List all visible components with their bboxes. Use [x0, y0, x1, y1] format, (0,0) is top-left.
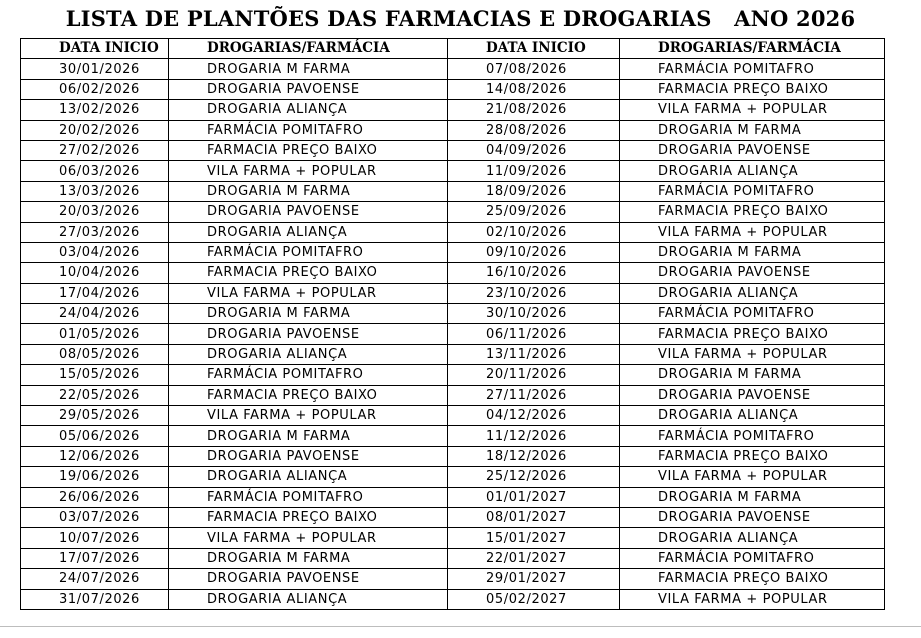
- start-date-cell: 20/11/2026: [448, 365, 620, 385]
- table-row: [21, 446, 885, 466]
- start-date-cell: 30/10/2026: [448, 304, 620, 324]
- table-row: [21, 426, 885, 446]
- pharmacy-cell: VILA FARMA + POPULAR: [620, 589, 885, 609]
- pharmacy-cell: VILA FARMA + POPULAR: [169, 406, 448, 426]
- start-date-cell: 13/02/2026: [21, 100, 169, 120]
- pharmacy-cell: DROGARIA M FARMA: [620, 242, 885, 262]
- header-start-date-1: DATA INICIO: [21, 39, 169, 59]
- start-date-cell: 31/07/2026: [21, 589, 169, 609]
- start-date-cell: 10/04/2026: [21, 263, 169, 283]
- table-row: [21, 365, 885, 385]
- start-date-cell: 18/12/2026: [448, 446, 620, 466]
- pharmacy-cell: DROGARIA PAVOENSE: [169, 79, 448, 99]
- start-date-cell: 13/03/2026: [21, 181, 169, 201]
- pharmacy-cell: DROGARIA M FARMA: [169, 59, 448, 79]
- pharmacy-cell: FARMACIA PREÇO BAIXO: [169, 140, 448, 160]
- start-date-cell: 14/08/2026: [448, 79, 620, 99]
- start-date-cell: 03/04/2026: [21, 242, 169, 262]
- start-date-cell: 23/10/2026: [448, 283, 620, 303]
- pharmacy-cell: FARMACIA PREÇO BAIXO: [620, 446, 885, 466]
- header-start-date-2: DATA INICIO: [448, 39, 620, 59]
- pharmacy-cell: DROGARIA M FARMA: [169, 548, 448, 568]
- pharmacy-cell: DROGARIA ALIANÇA: [620, 528, 885, 548]
- pharmacy-cell: FARMÁCIA POMITAFRO: [169, 242, 448, 262]
- start-date-cell: 27/03/2026: [21, 222, 169, 242]
- table-row: [21, 79, 885, 99]
- start-date-cell: 13/11/2026: [448, 344, 620, 364]
- pharmacy-cell: DROGARIA ALIANÇA: [620, 406, 885, 426]
- start-date-cell: 16/10/2026: [448, 263, 620, 283]
- pharmacy-cell: VILA FARMA + POPULAR: [620, 100, 885, 120]
- table-row: [21, 283, 885, 303]
- table-row: [21, 59, 885, 79]
- table-row: [21, 528, 885, 548]
- start-date-cell: 27/02/2026: [21, 140, 169, 160]
- pharmacy-cell: FARMACIA PREÇO BAIXO: [620, 569, 885, 589]
- start-date-cell: 20/02/2026: [21, 120, 169, 140]
- table-row: [21, 569, 885, 589]
- pharmacy-cell: DROGARIA ALIANÇA: [169, 344, 448, 364]
- pharmacy-cell: DROGARIA ALIANÇA: [169, 589, 448, 609]
- pharmacy-cell: DROGARIA M FARMA: [169, 304, 448, 324]
- page-bottom-divider: [0, 626, 921, 627]
- pharmacy-cell: DROGARIA ALIANÇA: [620, 283, 885, 303]
- table-row: [21, 202, 885, 222]
- table-body: [21, 59, 885, 610]
- table-row: [21, 100, 885, 120]
- start-date-cell: 18/09/2026: [448, 181, 620, 201]
- start-date-cell: 19/06/2026: [21, 467, 169, 487]
- pharmacy-cell: DROGARIA PAVOENSE: [620, 263, 885, 283]
- pharmacy-cell: DROGARIA M FARMA: [620, 365, 885, 385]
- pharmacy-cell: DROGARIA PAVOENSE: [620, 507, 885, 527]
- start-date-cell: 01/05/2026: [21, 324, 169, 344]
- start-date-cell: 17/04/2026: [21, 283, 169, 303]
- table-header-row: [21, 39, 885, 59]
- pharmacy-cell: DROGARIA PAVOENSE: [169, 202, 448, 222]
- pharmacy-cell: VILA FARMA + POPULAR: [169, 283, 448, 303]
- table-row: [21, 324, 885, 344]
- table-row: [21, 222, 885, 242]
- page-title: LISTA DE PLANTÕES DAS FARMACIAS E DROGARIAS ANO 2026: [65, 6, 856, 31]
- table-row: [21, 140, 885, 160]
- start-date-cell: 20/03/2026: [21, 202, 169, 222]
- start-date-cell: 28/08/2026: [448, 120, 620, 140]
- pharmacy-cell: FARMÁCIA POMITAFRO: [620, 59, 885, 79]
- start-date-cell: 06/11/2026: [448, 324, 620, 344]
- pharmacy-cell: FARMÁCIA POMITAFRO: [169, 120, 448, 140]
- pharmacy-cell: FARMACIA PREÇO BAIXO: [169, 263, 448, 283]
- table-row: [21, 589, 885, 609]
- start-date-cell: 03/07/2026: [21, 507, 169, 527]
- pharmacy-cell: DROGARIA ALIANÇA: [169, 100, 448, 120]
- start-date-cell: 22/01/2027: [448, 548, 620, 568]
- start-date-cell: 11/09/2026: [448, 161, 620, 181]
- table-row: [21, 385, 885, 405]
- start-date-cell: 10/07/2026: [21, 528, 169, 548]
- start-date-cell: 01/01/2027: [448, 487, 620, 507]
- start-date-cell: 12/06/2026: [21, 446, 169, 466]
- start-date-cell: 29/05/2026: [21, 406, 169, 426]
- pharmacy-cell: FARMÁCIA POMITAFRO: [169, 365, 448, 385]
- table-row: [21, 304, 885, 324]
- start-date-cell: 15/01/2027: [448, 528, 620, 548]
- start-date-cell: 22/05/2026: [21, 385, 169, 405]
- table-row: [21, 548, 885, 568]
- start-date-cell: 08/01/2027: [448, 507, 620, 527]
- table-row: [21, 406, 885, 426]
- pharmacy-cell: DROGARIA PAVOENSE: [620, 140, 885, 160]
- pharmacy-cell: DROGARIA M FARMA: [620, 487, 885, 507]
- start-date-cell: 08/05/2026: [21, 344, 169, 364]
- pharmacy-cell: FARMACIA PREÇO BAIXO: [620, 324, 885, 344]
- start-date-cell: 09/10/2026: [448, 242, 620, 262]
- pharmacy-cell: DROGARIA PAVOENSE: [620, 385, 885, 405]
- start-date-cell: 25/12/2026: [448, 467, 620, 487]
- pharmacy-cell: FARMACIA PREÇO BAIXO: [620, 79, 885, 99]
- start-date-cell: 24/07/2026: [21, 569, 169, 589]
- table-row: [21, 242, 885, 262]
- table-row: [21, 263, 885, 283]
- pharmacy-cell: DROGARIA ALIANÇA: [620, 161, 885, 181]
- start-date-cell: 17/07/2026: [21, 548, 169, 568]
- pharmacy-cell: FARMACIA PREÇO BAIXO: [620, 202, 885, 222]
- start-date-cell: 29/01/2027: [448, 569, 620, 589]
- pharmacy-cell: FARMÁCIA POMITAFRO: [620, 181, 885, 201]
- start-date-cell: 06/02/2026: [21, 79, 169, 99]
- pharmacy-cell: FARMÁCIA POMITAFRO: [169, 487, 448, 507]
- table-row: [21, 344, 885, 364]
- pharmacy-cell: DROGARIA M FARMA: [169, 181, 448, 201]
- pharmacy-cell: DROGARIA ALIANÇA: [169, 467, 448, 487]
- table-row: [21, 487, 885, 507]
- pharmacy-cell: VILA FARMA + POPULAR: [620, 344, 885, 364]
- pharmacy-cell: DROGARIA PAVOENSE: [169, 446, 448, 466]
- table-row: [21, 507, 885, 527]
- table-row: [21, 181, 885, 201]
- start-date-cell: 05/02/2027: [448, 589, 620, 609]
- start-date-cell: 04/09/2026: [448, 140, 620, 160]
- pharmacy-cell: FARMÁCIA POMITAFRO: [620, 426, 885, 446]
- start-date-cell: 24/04/2026: [21, 304, 169, 324]
- start-date-cell: 26/06/2026: [21, 487, 169, 507]
- start-date-cell: 15/05/2026: [21, 365, 169, 385]
- pharmacy-cell: VILA FARMA + POPULAR: [169, 161, 448, 181]
- start-date-cell: 27/11/2026: [448, 385, 620, 405]
- pharmacy-cell: DROGARIA PAVOENSE: [169, 324, 448, 344]
- start-date-cell: 11/12/2026: [448, 426, 620, 446]
- pharmacy-cell: DROGARIA M FARMA: [620, 120, 885, 140]
- schedule-table: [20, 38, 885, 610]
- start-date-cell: 21/08/2026: [448, 100, 620, 120]
- start-date-cell: 05/06/2026: [21, 426, 169, 446]
- header-pharmacy-2: DROGARIAS/FARMÁCIA: [620, 39, 885, 59]
- pharmacy-cell: FARMACIA PREÇO BAIXO: [169, 507, 448, 527]
- pharmacy-cell: FARMÁCIA POMITAFRO: [620, 548, 885, 568]
- start-date-cell: 07/08/2026: [448, 59, 620, 79]
- pharmacy-cell: DROGARIA PAVOENSE: [169, 569, 448, 589]
- pharmacy-cell: VILA FARMA + POPULAR: [620, 222, 885, 242]
- table-row: [21, 161, 885, 181]
- table-row: [21, 120, 885, 140]
- start-date-cell: 06/03/2026: [21, 161, 169, 181]
- pharmacy-cell: DROGARIA M FARMA: [169, 426, 448, 446]
- pharmacy-cell: VILA FARMA + POPULAR: [620, 467, 885, 487]
- start-date-cell: 02/10/2026: [448, 222, 620, 242]
- pharmacy-cell: FARMÁCIA POMITAFRO: [620, 304, 885, 324]
- pharmacy-cell: FARMACIA PREÇO BAIXO: [169, 385, 448, 405]
- table-row: [21, 467, 885, 487]
- pharmacy-cell: VILA FARMA + POPULAR: [169, 528, 448, 548]
- start-date-cell: 25/09/2026: [448, 202, 620, 222]
- start-date-cell: 04/12/2026: [448, 406, 620, 426]
- header-pharmacy-1: DROGARIAS/FARMÁCIA: [169, 39, 448, 59]
- pharmacy-cell: DROGARIA ALIANÇA: [169, 222, 448, 242]
- start-date-cell: 30/01/2026: [21, 59, 169, 79]
